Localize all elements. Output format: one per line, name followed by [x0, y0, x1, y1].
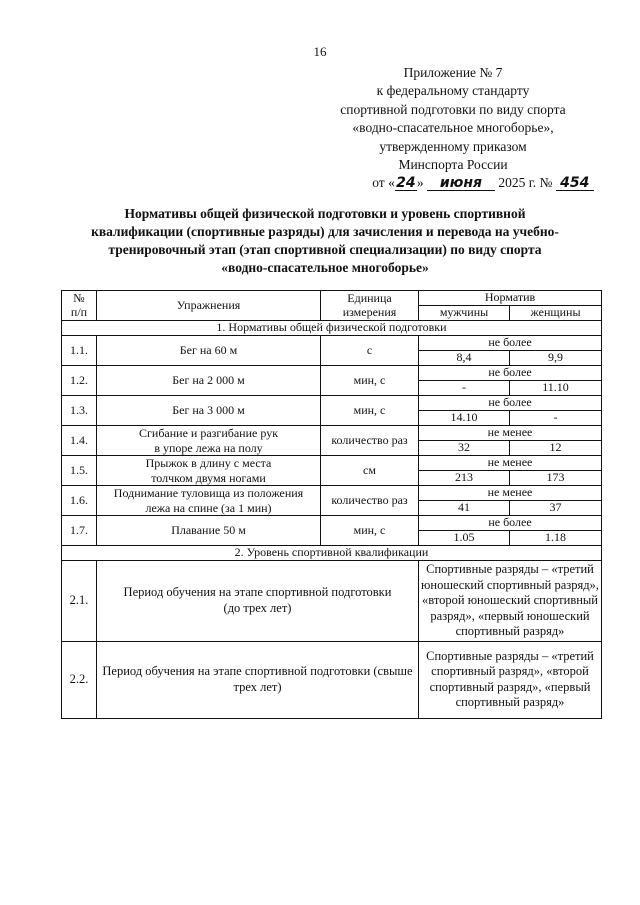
row-women-value: 11.10 [510, 381, 602, 396]
appendix-line: Приложение № 7 [403, 65, 503, 80]
header-norm: Норматив [419, 291, 602, 306]
qual-level: Спортивные разряды – «третий спортивный разряд», «второй спортивный разряд», «первый спортивный разряд» [419, 641, 602, 718]
date-mid: » [416, 175, 424, 191]
row-condition: не более [419, 516, 602, 531]
row-unit: с [321, 336, 419, 366]
order-date-line [312, 174, 594, 192]
appendix-line: Минспорта России [398, 157, 508, 173]
row-unit: см [321, 456, 419, 486]
row-unit: мин, с [321, 396, 419, 426]
appendix-line: «водно-спасательное многоборье», [352, 120, 554, 136]
qual-row [62, 561, 602, 642]
appendix-block [312, 64, 594, 193]
row-women-value: - [510, 411, 602, 426]
row-num: 1.1. [62, 336, 97, 366]
row-exercise: Прыжок в длину с места толчком двумя ногами [97, 456, 321, 486]
title-line: тренировочный этап (этап спортивной специализации) по виду спорта [108, 242, 542, 257]
row-women-value: 9,9 [510, 351, 602, 366]
row-women-value: 1.18 [510, 531, 602, 546]
row-num: 1.6. [62, 486, 97, 516]
appendix-line: спортивной подготовки по виду спорта [340, 101, 566, 117]
row-unit: мин, с [321, 516, 419, 546]
row-exercise: Бег на 2 000 м [97, 366, 321, 396]
header-women: женщины [510, 306, 602, 321]
appendix-line: утвержденному приказом [379, 138, 527, 154]
norm-rows [62, 336, 602, 546]
header-exercise: Упражнения [97, 291, 321, 321]
qual-num: 2.1. [62, 561, 97, 642]
qual-num: 2.2. [62, 641, 97, 718]
row-exercise: Сгибание и разгибание рук в упоре лежа на полу [97, 426, 321, 456]
row-num: 1.2. [62, 366, 97, 396]
qual-period: Период обучения на этапе спортивной подготовки (свыше трех лет) [97, 641, 419, 718]
section-row [62, 321, 602, 336]
row-men-value: 14.10 [419, 411, 510, 426]
header-unit: Единица измерения [321, 291, 419, 321]
row-men-value: - [419, 381, 510, 396]
row-men-value: 8,4 [419, 351, 510, 366]
appendix-line: к федеральному стандарту [376, 83, 530, 99]
norm-row [62, 516, 602, 531]
row-women-value: 37 [510, 501, 602, 516]
header-num: № п/п [62, 291, 97, 321]
norm-row [62, 396, 602, 411]
section-row [62, 546, 602, 561]
row-unit: количество раз [321, 486, 419, 516]
row-men-value: 41 [419, 501, 510, 516]
row-unit: мин, с [321, 366, 419, 396]
header-men: мужчины [419, 306, 510, 321]
row-men-value: 32 [419, 441, 510, 456]
row-men-value: 1.05 [419, 531, 510, 546]
document-title [88, 205, 562, 277]
header-row [62, 291, 602, 306]
qual-level: Спортивные разряды – «третий юношеский спортивный разряд», «второй юношеский спортивный разряд», «первый юношеский спортивный разряд» [419, 561, 602, 642]
row-condition: не менее [419, 456, 602, 471]
row-women-value: 12 [510, 441, 602, 456]
page-number: 16 [313, 44, 327, 59]
row-num: 1.5. [62, 456, 97, 486]
row-num: 1.3. [62, 396, 97, 426]
row-exercise: Плавание 50 м [97, 516, 321, 546]
norm-row [62, 486, 602, 501]
title-line: «водно-спасательное многоборье» [221, 260, 429, 275]
row-exercise: Бег на 60 м [97, 336, 321, 366]
row-exercise: Бег на 3 000 м [97, 396, 321, 426]
row-exercise: Поднимание туловища из положения лежа на спине (за 1 мин) [97, 486, 321, 516]
date-month-handwritten: июня [427, 176, 495, 191]
row-condition: не менее [419, 426, 602, 441]
row-condition: не более [419, 336, 602, 351]
norm-row [62, 336, 602, 351]
norm-row [62, 426, 602, 441]
row-condition: не менее [419, 486, 602, 501]
date-year: 2025 г. № [498, 175, 553, 191]
qual-period: Период обучения на этапе спортивной подготовки (до трех лет) [97, 561, 419, 642]
row-num: 1.4. [62, 426, 97, 456]
qual-row [62, 641, 602, 718]
row-unit: количество раз [321, 426, 419, 456]
standards-table [61, 290, 602, 719]
title-line: квалификации (спортивные разряды) для зачисления и перевода на учебно- [91, 224, 559, 239]
row-women-value: 173 [510, 471, 602, 486]
norm-row [62, 366, 602, 381]
order-number-handwritten: 454 [556, 176, 594, 191]
section1-heading: 1. Нормативы общей физической подготовки [62, 321, 602, 336]
row-num: 1.7. [62, 516, 97, 546]
row-condition: не более [419, 366, 602, 381]
row-condition: не более [419, 396, 602, 411]
title-line: Нормативы общей физической подготовки и уровень спортивной [124, 206, 526, 221]
date-day-handwritten: 24 [396, 175, 416, 192]
row-men-value: 213 [419, 471, 510, 486]
section2-heading: 2. Уровень спортивной квалификации [62, 546, 602, 561]
date-prefix: от « [372, 175, 395, 191]
norm-row [62, 456, 602, 471]
